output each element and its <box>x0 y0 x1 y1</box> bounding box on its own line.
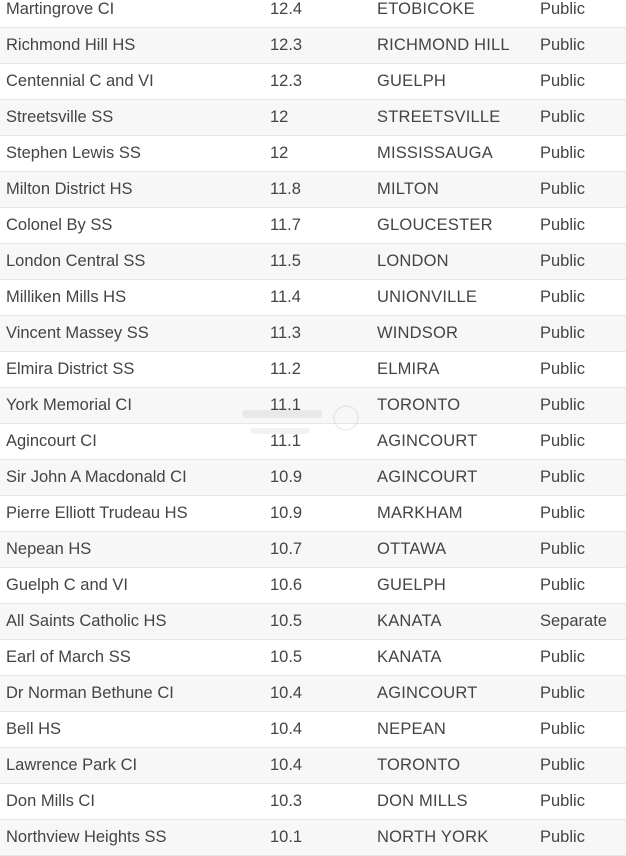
city-cell: TORONTO <box>377 756 461 774</box>
school-type-cell: Public <box>540 180 585 198</box>
score-cell: 10.5 <box>270 612 303 630</box>
score-cell: 11.7 <box>270 216 301 234</box>
school-type-cell: Separate <box>540 612 607 630</box>
school-type-cell: Public <box>540 648 585 666</box>
table-row <box>0 316 626 352</box>
score-cell: 11.2 <box>270 360 301 378</box>
school-type-cell: Public <box>540 720 585 738</box>
school-name-cell: Agincourt CI <box>6 432 97 450</box>
school-type-cell: Public <box>540 72 585 90</box>
score-cell: 10.5 <box>270 648 303 666</box>
school-name-cell: Bell HS <box>6 720 62 738</box>
score-cell: 12.3 <box>270 36 303 54</box>
table-row <box>0 208 626 244</box>
table-row <box>0 568 626 604</box>
school-name-cell: Elmira District SS <box>6 360 135 378</box>
score-cell: 10.9 <box>270 504 303 522</box>
city-cell: DON MILLS <box>377 792 468 810</box>
school-name-cell: Don Mills CI <box>6 792 95 810</box>
city-cell: LONDON <box>377 252 449 270</box>
school-type-cell: Public <box>540 324 585 342</box>
city-cell: AGINCOURT <box>377 468 478 486</box>
table-row <box>0 136 626 172</box>
city-cell: STREETSVILLE <box>377 108 501 126</box>
score-cell: 10.9 <box>270 468 303 486</box>
table-row <box>0 388 626 424</box>
school-name-cell: Lawrence Park CI <box>6 756 138 774</box>
school-name-cell: Pierre Elliott Trudeau HS <box>6 504 188 522</box>
city-cell: ETOBICOKE <box>377 0 475 18</box>
school-name-cell: Dr Norman Bethune CI <box>6 684 174 702</box>
city-cell: KANATA <box>377 648 442 666</box>
score-cell: 11.1 <box>270 396 301 414</box>
table-row <box>0 640 626 676</box>
city-cell: MILTON <box>377 180 440 198</box>
table-row <box>0 604 626 640</box>
score-cell: 10.7 <box>270 540 303 558</box>
school-name-cell: Milliken Mills HS <box>6 288 127 306</box>
city-cell: GLOUCESTER <box>377 216 493 234</box>
school-type-cell: Public <box>540 252 585 270</box>
score-cell: 10.1 <box>270 828 303 846</box>
city-cell: AGINCOURT <box>377 684 478 702</box>
school-type-cell: Public <box>540 288 585 306</box>
school-name-cell: Guelph C and VI <box>6 576 128 594</box>
school-type-cell: Public <box>540 0 585 18</box>
school-name-cell: Nepean HS <box>6 540 92 558</box>
school-type-cell: Public <box>540 144 585 162</box>
table-row <box>0 784 626 820</box>
school-type-cell: Public <box>540 468 585 486</box>
score-cell: 12 <box>270 144 289 162</box>
table-row <box>0 532 626 568</box>
school-name-cell: All Saints Catholic HS <box>6 612 167 630</box>
school-name-cell: Centennial C and VI <box>6 72 154 90</box>
table-row <box>0 352 626 388</box>
score-cell: 11.8 <box>270 180 301 198</box>
school-name-cell: Earl of March SS <box>6 648 131 666</box>
score-cell: 10.4 <box>270 720 303 738</box>
school-name-cell: London Central SS <box>6 252 146 270</box>
table-row <box>0 244 626 280</box>
score-cell: 11.5 <box>270 252 301 270</box>
table-row <box>0 28 626 64</box>
table-row <box>0 280 626 316</box>
table-row <box>0 64 626 100</box>
city-cell: RICHMOND HILL <box>377 36 510 54</box>
school-type-cell: Public <box>540 684 585 702</box>
table-row <box>0 820 626 856</box>
school-type-cell: Public <box>540 360 585 378</box>
school-name-cell: Sir John A Macdonald CI <box>6 468 187 486</box>
school-name-cell: Northview Heights SS <box>6 828 167 846</box>
school-type-cell: Public <box>540 756 585 774</box>
city-cell: MISSISSAUGA <box>377 144 493 162</box>
city-cell: WINDSOR <box>377 324 459 342</box>
school-type-cell: Public <box>540 396 585 414</box>
table-row <box>0 460 626 496</box>
city-cell: GUELPH <box>377 576 447 594</box>
school-name-cell: Streetsville SS <box>6 108 114 126</box>
city-cell: NORTH YORK <box>377 828 489 846</box>
city-cell: UNIONVILLE <box>377 288 478 306</box>
table-row <box>0 172 626 208</box>
school-type-cell: Public <box>540 108 585 126</box>
table-row <box>0 748 626 784</box>
table-row <box>0 100 626 136</box>
score-cell: 10.6 <box>270 576 303 594</box>
score-cell: 10.3 <box>270 792 303 810</box>
city-cell: ELMIRA <box>377 360 440 378</box>
school-type-cell: Public <box>540 504 585 522</box>
school-name-cell: Vincent Massey SS <box>6 324 149 342</box>
school-type-cell: Public <box>540 792 585 810</box>
school-name-cell: Milton District HS <box>6 180 133 198</box>
table-row <box>0 424 626 460</box>
school-type-cell: Public <box>540 828 585 846</box>
city-cell: NEPEAN <box>377 720 447 738</box>
score-cell: 10.4 <box>270 684 303 702</box>
score-cell: 12.3 <box>270 72 303 90</box>
city-cell: AGINCOURT <box>377 432 478 450</box>
school-type-cell: Public <box>540 576 585 594</box>
city-cell: GUELPH <box>377 72 447 90</box>
school-name-cell: Richmond Hill HS <box>6 36 136 54</box>
school-name-cell: Stephen Lewis SS <box>6 144 141 162</box>
school-name-cell: Colonel By SS <box>6 216 113 234</box>
table-row <box>0 0 626 28</box>
school-name-cell: York Memorial CI <box>6 396 132 414</box>
score-cell: 11.3 <box>270 324 301 342</box>
table-row <box>0 712 626 748</box>
table-row <box>0 496 626 532</box>
school-type-cell: Public <box>540 36 585 54</box>
city-cell: OTTAWA <box>377 540 447 558</box>
score-cell: 11.1 <box>270 432 301 450</box>
school-name-cell: Martingrove CI <box>6 0 115 18</box>
school-type-cell: Public <box>540 216 585 234</box>
score-cell: 12 <box>270 108 289 126</box>
school-type-cell: Public <box>540 432 585 450</box>
score-cell: 11.4 <box>270 288 301 306</box>
city-cell: KANATA <box>377 612 442 630</box>
city-cell: TORONTO <box>377 396 461 414</box>
school-type-cell: Public <box>540 540 585 558</box>
score-cell: 12.4 <box>270 0 303 18</box>
city-cell: MARKHAM <box>377 504 463 522</box>
table-row <box>0 676 626 712</box>
score-cell: 10.4 <box>270 756 303 774</box>
